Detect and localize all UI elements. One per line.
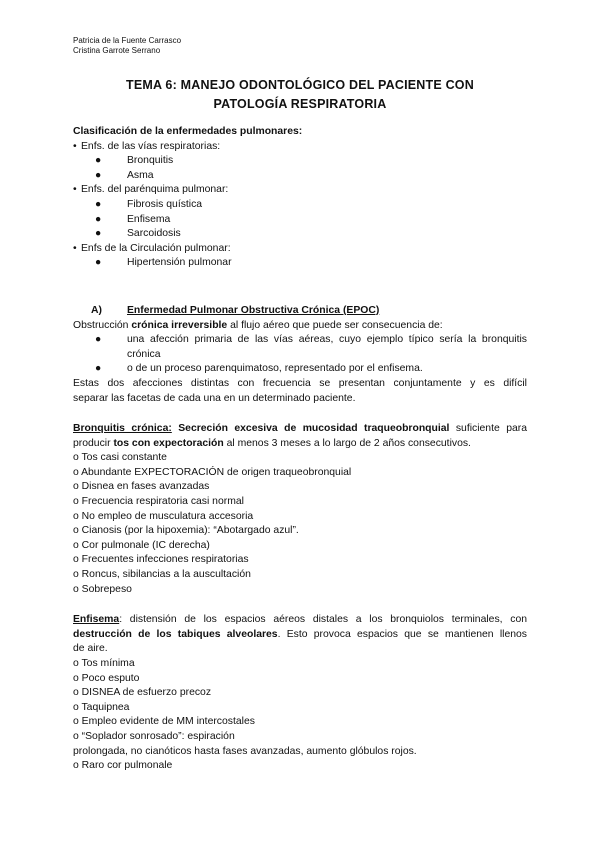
list-item: prolongada, no cianóticos hasta fases avanzadas, aumento glóbulos rojos. (73, 745, 417, 757)
list-item: o No empleo de musculatura accesoria (73, 510, 254, 522)
document-body (73, 125, 527, 774)
page-title: TEMA 6: MANEJO ODONTOLÓGICO DEL PACIENTE CON PATOLOGÍA RESPIRATORIA (126, 78, 474, 111)
list-item: o Poco esputo (73, 672, 140, 684)
list-item: o “Soplador sonrosado”: espiración (73, 730, 235, 742)
section-heading: Clasificación de la enfermedades pulmonares: (73, 126, 303, 137)
list-item: o Cor pulmonale (IC derecha) (73, 539, 210, 551)
author-header (73, 36, 181, 56)
list-item: ● o de un proceso parenquimatoso, representado por el enfisema. (95, 363, 423, 375)
list-item: o Disnea en fases avanzadas (73, 481, 210, 493)
list-item: o Cianosis (por la hipoxemia): “Abotargado azul”. (73, 525, 299, 537)
list-item: o Abundante EXPECTORACIÓN de origen traqueobronquial (73, 466, 352, 478)
author-line: Cristina Garrote Serrano (73, 46, 161, 55)
paragraph: Enfisema: distensión de los espacios aéreos distales a los bronquiolos terminales, con destrucción de los tabiques alveolares. Esto provoca espacios que se mantienen llenos de aire. (73, 614, 527, 655)
author-line: Patricia de la Fuente Carrasco (73, 36, 182, 45)
list-item: ● Enfisema (95, 213, 171, 225)
list-item: ● Bronquitis (95, 155, 174, 167)
list-item: ● Hipertensión pulmonar (95, 257, 232, 269)
list-item: • Enfs. del parénquima pulmonar: (73, 184, 229, 196)
sign-list (73, 657, 527, 774)
sign-list (73, 451, 527, 597)
list-item: ● una afección primaria de las vías aéreas, cuyo ejemplo típico sería la bronquitis crónica (95, 334, 527, 360)
list-item: ● Sarcoidosis (95, 228, 181, 240)
list-item: • Enfs de la Circulación pulmonar: (73, 242, 231, 254)
section-heading: A) Enfermedad Pulmonar Obstructiva Crónica (EPOC) (91, 304, 380, 316)
paragraph: Bronquitis crónica: Secreción excesiva de mucosidad traqueobronquial suficiente para producir tos con expectoración al menos 3 meses a lo largo de 2 años consecutivos. (73, 423, 527, 449)
list-item: ● Asma (95, 169, 154, 181)
list-item: o Roncus, sibilancias a la auscultación (73, 569, 251, 581)
list-item: • Enfs. de las vías respiratorias: (73, 140, 221, 152)
list-item: o Frecuentes infecciones respiratorias (73, 554, 249, 566)
paragraph: Estas dos afecciones distintas con frecuencia se presentan conjuntamente y es difícil separar las facetas de cada una en un determinado paciente. (73, 377, 527, 404)
list-item: o Taquipnea (73, 701, 130, 713)
list-item: o Empleo evidente de MM intercostales (73, 716, 255, 728)
list-item: ● Fibrosis quística (95, 198, 203, 210)
list-item: o Tos mínima (73, 658, 135, 669)
list-item: o Tos casi constante (73, 452, 167, 464)
list-item: o Frecuencia respiratoria casi normal (73, 496, 244, 508)
list-item: o Sobrepeso (73, 583, 132, 595)
list-item: o Raro cor pulmonale (73, 760, 173, 772)
list-item: o DISNEA de esfuerzo precoz (73, 687, 212, 699)
paragraph: Obstrucción crónica irreversible al flujo aéreo que puede ser consecuencia de: (73, 319, 443, 331)
